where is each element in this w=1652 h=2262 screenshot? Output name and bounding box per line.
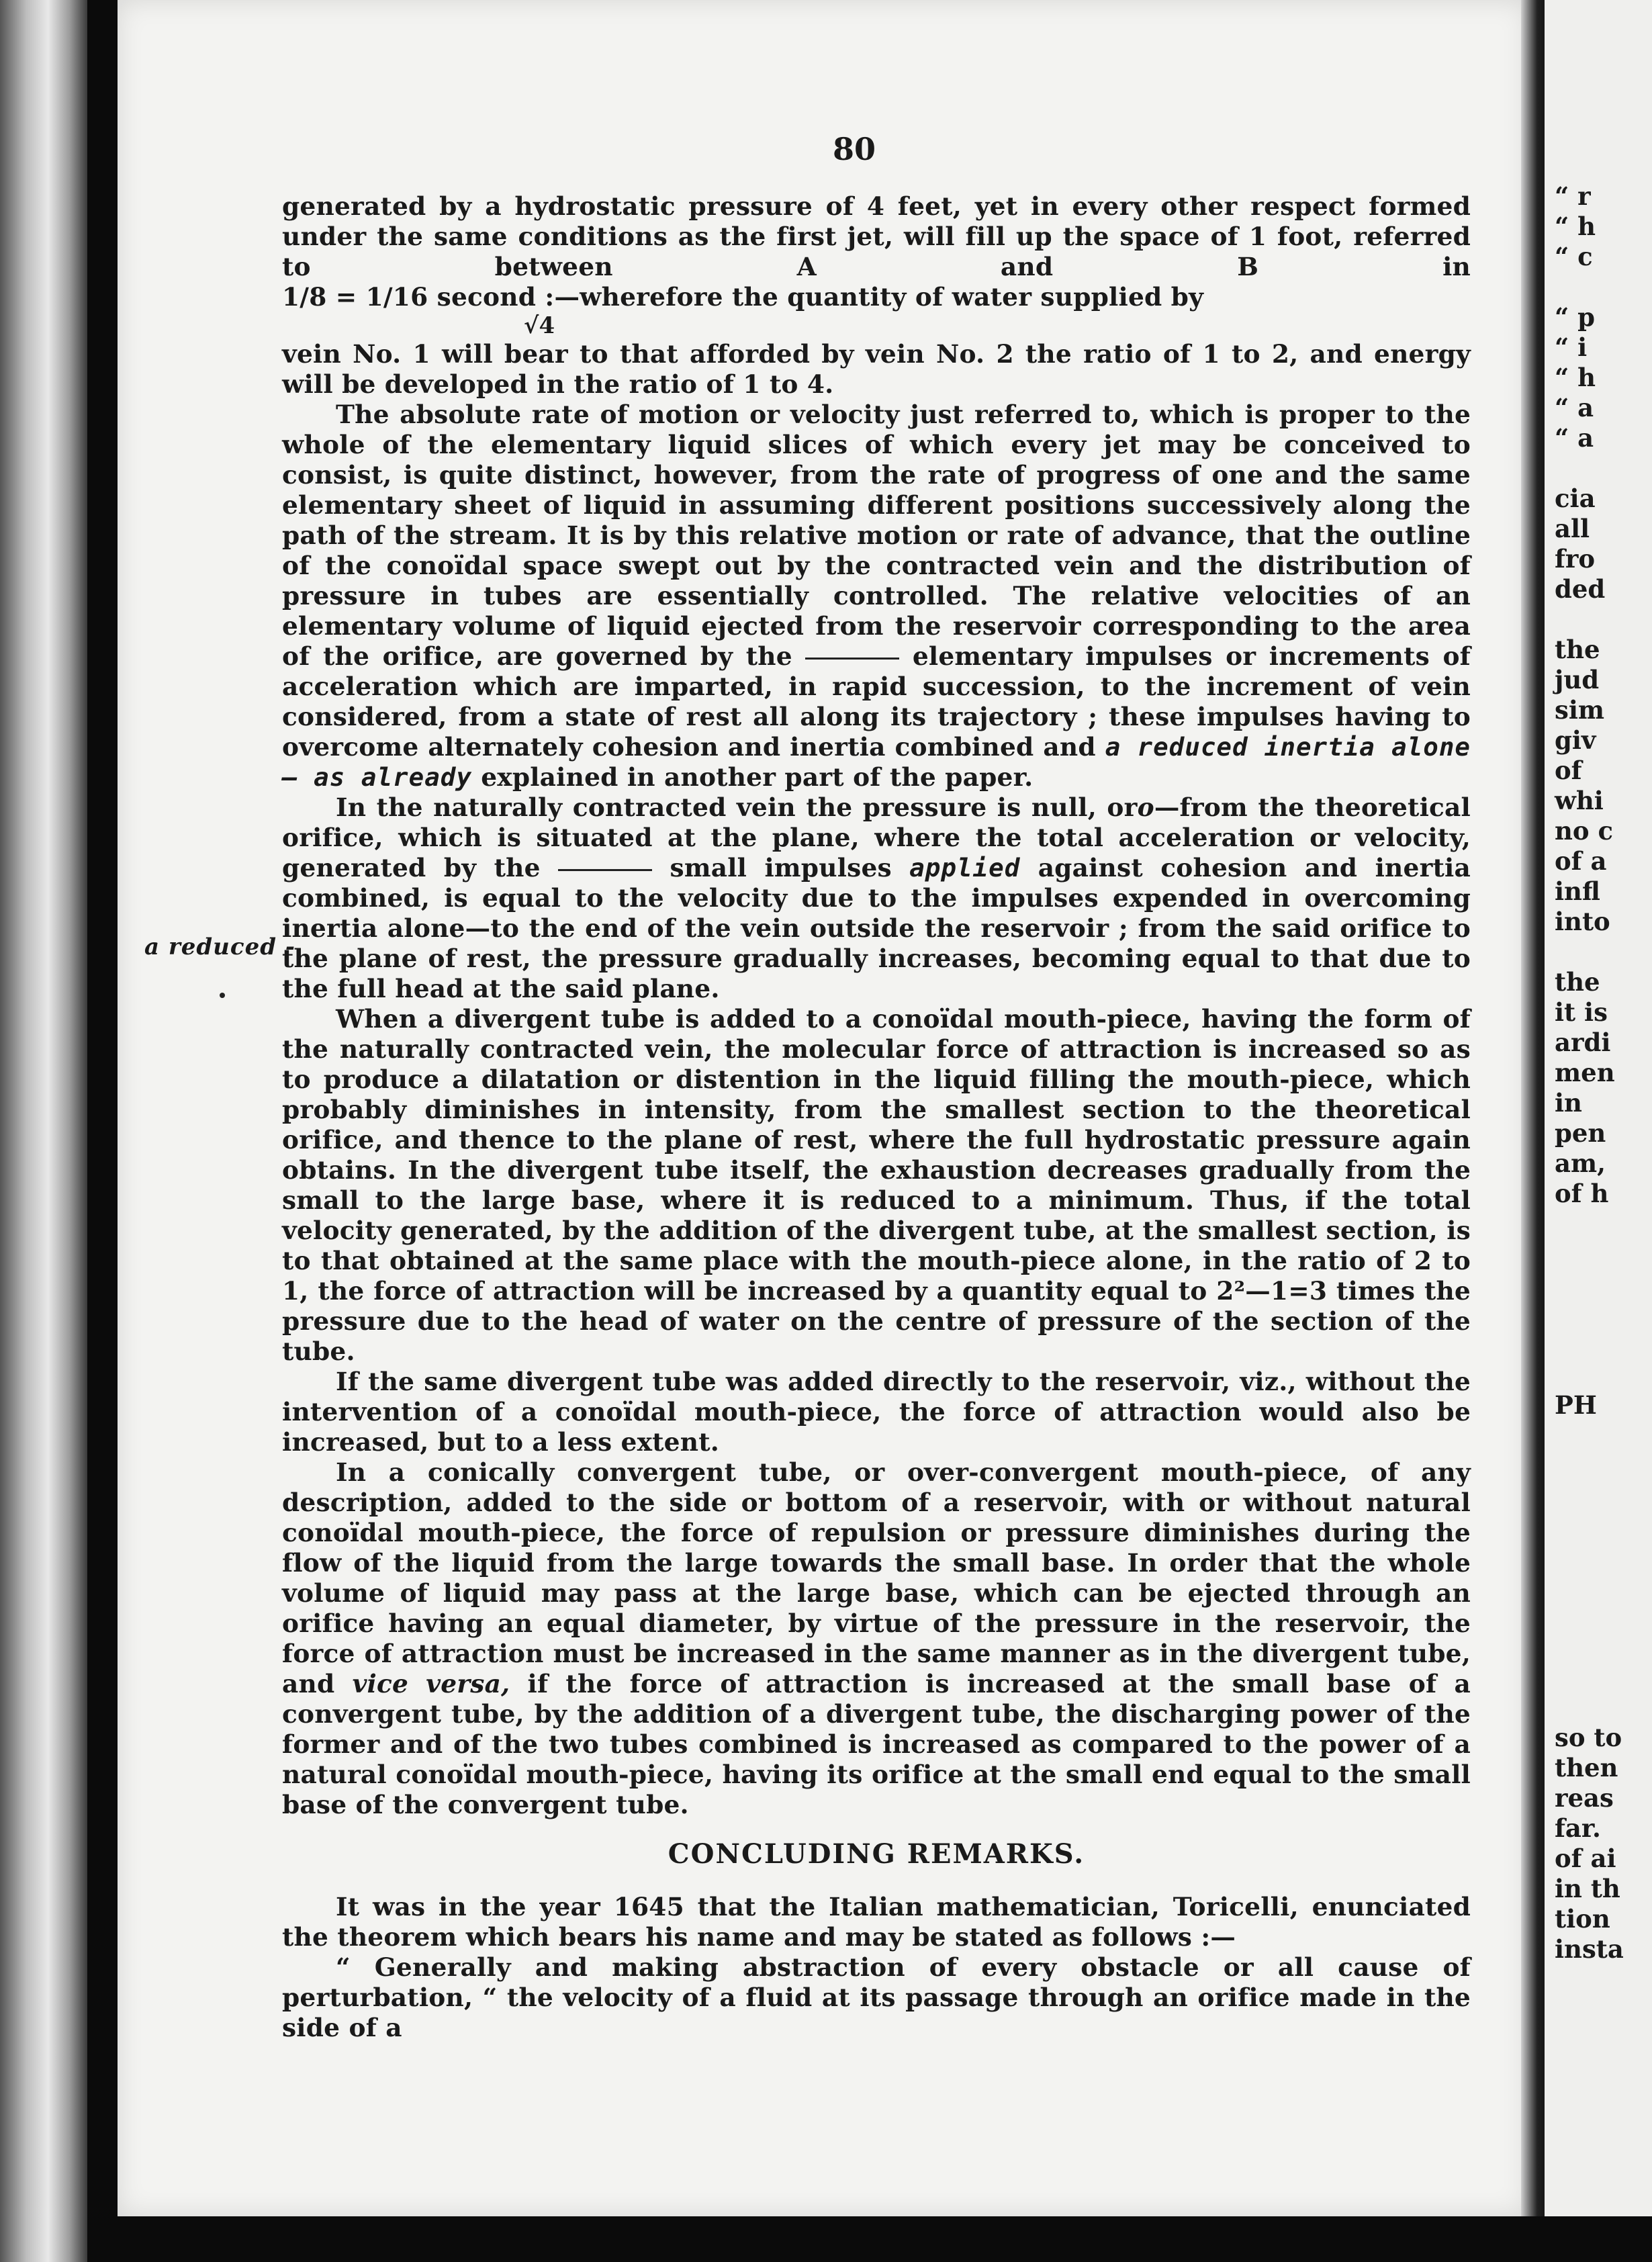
paragraph-4: When a divergent tube is added to a conoïdal mouth-piece, having the form of the naturally contracted vein, the molecular force of attraction is increased so as to produce a dilatation or distention in the liquid filling the mouth-piece, which probably diminishes in intensity, from the smallest section to the theoretical orifice, and thence to the plane of rest, where the full hydrostatic pressure again obtains. In the divergent tube itself, the exhaustion decreases gradually from the small to the large base, where it is reduced to a minimum. Thus, if the total velocity generated, by the addition of the divergent tube, at the smallest section, is to that obtained at the same place with the mouth-piece alone, in the ratio of 2 to 1, the force of attraction will be increased by a quantity equal to 2²—1=3 times the pressure due to the head of water on the centre of pressure of the section of the tube. xyxy=(282,1004,1471,1366)
para2-text-b: elementary impulses or increments of acceleration which are imparted, in rapid succession, to the increment of vein considered, from a state of rest all along its trajectory ; these impulses having to overcome alternately cohesion and inertia combined and xyxy=(282,641,1471,762)
para6-text-b: if the force of attraction is increased at the small base of a convergent tube, by the addition of a divergent tube, the discharging power of the former and of the two tubes combined is increased as compared to the power of a natural conoïdal mouth-piece, having its orifice at the small end equal to the small base of the convergent tube. xyxy=(282,1669,1471,1819)
para6-text-a: In a conically convergent tube, or over-convergent mouth-piece, of any description, added to the side or bottom of a reservoir, with or without natural conoïdal mouth-piece, the force of repulsion or pressure diminishes during the flow of the liquid from the large towards the small base. In order that the whole volume of liquid may pass at the large base, which can be ejected through an orifice having an equal diameter, by virtue of the pressure in the reservoir, the force of attraction must be increased in the same manner as in the divergent tube, and xyxy=(282,1457,1471,1699)
adjacent-page-line: jud xyxy=(1555,665,1600,694)
adjacent-page-line: of a xyxy=(1555,846,1607,876)
para3-text-c: small impulses xyxy=(670,853,892,883)
adjacent-page-line: “ p xyxy=(1555,302,1596,332)
page-number: 80 xyxy=(833,131,876,167)
para3-text-d: against cohesion and inertia combined, is equal to the velocity due to the impulses expended in overcoming inertia alone—to the end of the vein outside the reservoir ; from the said orifice to the plane of rest, the pressure gradually increases, becoming equal to that due to the full head at the said plane. xyxy=(282,853,1471,1003)
adjacent-page-line: no c xyxy=(1555,816,1613,846)
adjacent-page-line: reas xyxy=(1555,1783,1614,1813)
blank-dash xyxy=(805,658,899,660)
adjacent-page-line: the xyxy=(1555,967,1600,997)
para2-text-a: The absolute rate of motion or velocity just referred to, which is proper to the whole of the elementary liquid slices of which every jet may be conceived to consist, is quite distinct, however, from the rate of progress of one and the same elementary sheet of liquid in assuming different positions successively along the path of the stream. It is by this relative motion or rate of advance, that the outline of the conoïdal space swept out by the contracted vein and the distribution of pressure in tubes are essentially controlled. The relative velocities of an elementary volume of liquid ejected from the reservoir corresponding to the area of the orifice, are governed by the xyxy=(282,400,1471,671)
paragraph-3 xyxy=(282,793,1471,1004)
adjacent-page-line: “ c xyxy=(1555,242,1593,271)
adjacent-page-line: the xyxy=(1555,635,1600,664)
adjacent-page-line: “ h xyxy=(1555,212,1596,241)
adjacent-page-line: whi xyxy=(1555,786,1604,815)
adjacent-page-line: ded xyxy=(1555,574,1606,604)
adjacent-page-line: then xyxy=(1555,1753,1618,1782)
adjacent-page-line: “ i xyxy=(1555,332,1588,362)
adjacent-page-line: in th xyxy=(1555,1874,1620,1903)
adjacent-page-line: pen xyxy=(1555,1118,1606,1148)
handwritten-insertion: a reduced inertia alone — as already xyxy=(282,732,1471,792)
adjacent-page-line: “ a xyxy=(1555,393,1594,422)
adjacent-page-line: tion xyxy=(1555,1904,1610,1934)
radical-expression: √4 xyxy=(524,312,555,339)
adjacent-page-line: it is xyxy=(1555,997,1608,1027)
adjacent-page-line: infl xyxy=(1555,876,1600,906)
para3-italic-o: o xyxy=(1137,793,1154,822)
paragraph-intro xyxy=(282,191,1471,312)
book-binding xyxy=(0,0,87,2262)
adjacent-page-line: of h xyxy=(1555,1179,1609,1208)
adjacent-page-line: men xyxy=(1555,1058,1615,1087)
handwritten-margin-note: a reduced - xyxy=(144,934,295,960)
handwritten-insertion-2: applied xyxy=(909,853,1021,883)
adjacent-page-line: PH xyxy=(1555,1390,1597,1420)
adjacent-page-line: “ a xyxy=(1555,423,1594,453)
adjacent-page-line: into xyxy=(1555,907,1610,936)
adjacent-page-line: of ai xyxy=(1555,1844,1616,1873)
adjacent-page-line: sim xyxy=(1555,695,1605,725)
page-edge-shadow xyxy=(1521,0,1548,2216)
adjacent-page-line: fro xyxy=(1555,544,1596,574)
adjacent-page-line: “ h xyxy=(1555,363,1596,392)
paragraph-6 xyxy=(282,1457,1471,1820)
adjacent-page-line: ardi xyxy=(1555,1028,1611,1057)
paragraph-7: It was in the year 1645 that the Italian mathematician, Toricelli, enunciated the theorem which bears his name and may be stated as follows :— xyxy=(282,1892,1471,1952)
fraction-expression: 1/8 = 1/16 second :—wherefore the quantity of water supplied by xyxy=(282,282,1204,312)
adjacent-page-line: so to xyxy=(1555,1723,1622,1752)
article-body xyxy=(282,191,1471,2043)
paragraph-1-cont: vein No. 1 will bear to that afforded by vein No. 2 the ratio of 1 to 2, and energy will be developed in the ratio of 1 to 4. xyxy=(282,339,1471,399)
para6-italic: vice versa, xyxy=(352,1669,510,1699)
adjacent-page-line: am, xyxy=(1555,1148,1606,1178)
para2-text-c: explained in another part of the paper. xyxy=(481,762,1034,792)
adjacent-page-line: cia xyxy=(1555,484,1596,513)
para3-text-a: In the naturally contracted vein the pressure is null, or xyxy=(336,793,1138,822)
ink-dot xyxy=(220,993,225,998)
paragraph-5: If the same divergent tube was added directly to the reservoir, viz., without the intervention of a conoïdal mouth-piece, the force of attraction would also be increased, but to a less extent. xyxy=(282,1367,1471,1457)
paragraph-8: “ Generally and making abstraction of every obstacle or all cause of perturbation, “ the velocity of a fluid at its passage through an orifice made in the side of a xyxy=(282,1952,1471,2042)
para3-text-b: —from the theoretical orifice, which is situated at the plane, where the total acceleration or velocity, generated by the xyxy=(282,793,1471,883)
intro-text: generated by a hydrostatic pressure of 4 feet, yet in every other respect formed under the same conditions as the first jet, will fill up the space of 1 foot, referred to between A and B in xyxy=(282,191,1471,281)
adjacent-page xyxy=(1545,0,1652,2216)
adjacent-page-line: insta xyxy=(1555,1934,1624,1964)
section-heading: CONCLUDING REMARKS. xyxy=(668,1838,1085,1870)
adjacent-page-line: in xyxy=(1555,1088,1582,1118)
adjacent-page-line: “ r xyxy=(1555,181,1591,211)
adjacent-page-line: giv xyxy=(1555,725,1596,755)
adjacent-page-line: all xyxy=(1555,514,1590,543)
blank-dash-2 xyxy=(558,869,652,871)
adjacent-page-line: far. xyxy=(1555,1813,1601,1843)
paragraph-2 xyxy=(282,400,1471,793)
adjacent-page-line: of xyxy=(1555,756,1582,785)
